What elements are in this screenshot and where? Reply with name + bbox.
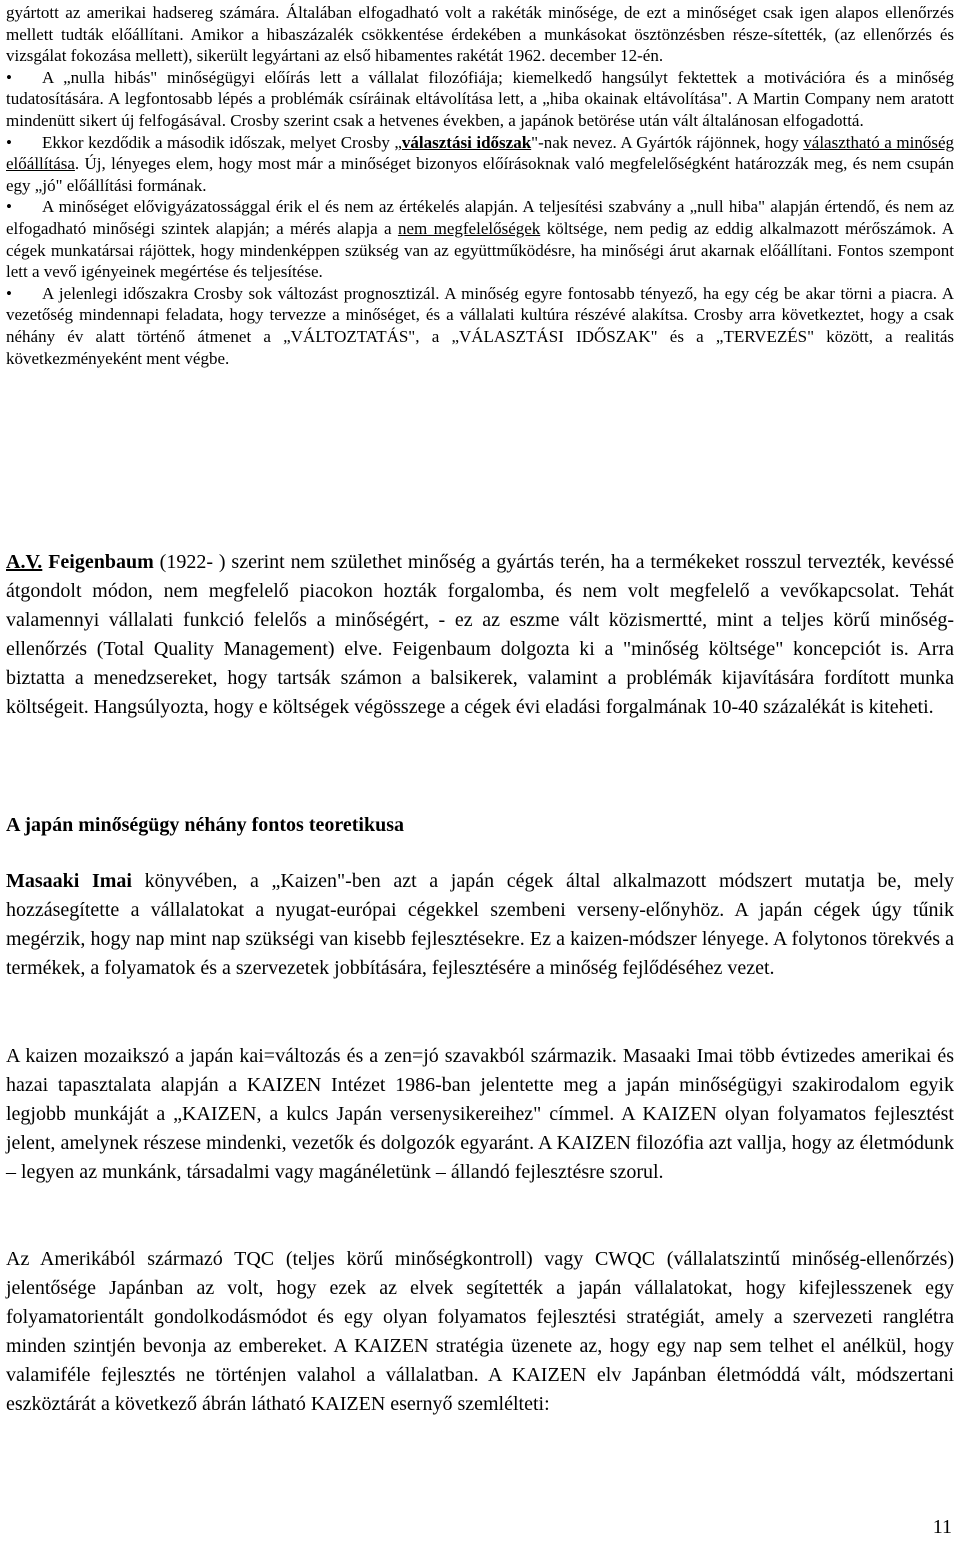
bullet-text: költsége, nem pedig az eddig alkalmazott mérőszámok. A cégek munkatársai rájöttek, hogy mindenképpen szükség van az együttműködésre, ha minőségi árut akarnak előállítani. Fontos szempont lett a vevő igényeinek megértése és teljesítése.: [6, 218, 954, 282]
imai-name: Masaaki Imai: [6, 870, 132, 892]
imai-text: könyvében, a „Kaizen"-ben azt a japán cégek által alkalmazott módszert mutatja be, mely hozzásegítette a vállalatokat a nyugat-európai cégekkel szembeni verseny-előnyhöz. A japán cégek úgy tűnik megérzik, hogy nap mint nap szükségi van kisebb fejlesztésekre. Ez a kaizen-módszer lényege. A folytonos törekvés a termékek, a folyamatok és a szervezetek jobbítására, fejlesztésére a minőség fejlődéséhez vezet.: [6, 870, 955, 979]
imai-paragraph: [6, 867, 954, 983]
section-heading: A japán minőségügy néhány fontos teoretikusa: [6, 814, 405, 836]
bullet-text: A jelenlegi időszakra Crosby sok változást prognosztizál. A minőség egyre fontosabb tényező, ha egy cég be akar törni a piacra. A vezetőség mindennapi feladata, hogy tervezze a minőséget, és a vállalati kultúra részévé alakítsa. Crosby arra következtet, hogy a csak néhány év alatt történő átmenet a „VÁLTOZTATÁS", a „VÁLASZTÁSI IDŐSZAK" és a „TERVEZÉS" között, a realitás következményeként ment végbe.: [6, 283, 954, 368]
emphasis-choice-quality: választható a minőség előállítása: [6, 132, 954, 174]
emphasis-choice-period: választási időszak: [401, 132, 532, 152]
page-number: 11: [932, 1516, 952, 1538]
feigenbaum-initials: A.V.: [6, 551, 43, 573]
bullet-text: A „nulla hibás" minőségügyi előírás lett a vállalat filozófiája; kiemelkedő hangsúlyt fektettek a motivációra és a minőség tudatosítására. A legfontosabb lépés a problémák csíráinak eltávolítása lett, a „hiba okainak eltávolítása". A Martin Company nem aratott mindenütt sikert új felfogásával. Crosby szerint csak a hetvenes években, a japánok betörése után vált általánosan elfogadottá.: [6, 67, 954, 130]
bullet-icon: •: [6, 132, 12, 152]
crosby-bullet-list: [6, 67, 954, 369]
feigenbaum-text: (1922- ) szerint nem születhet minőség a gyártás terén, ha a termékeket rosszul tervezték, kevéssé átgondolt módon, nem megfelelő piacokon hozták forgalomba, és nem volt megfelelő a vevőkapcsolat. Tehát valamennyi vállalati funkció felelős a minőségért, - ez az eszme vált közismertté, mint a teljes körű minőség-ellenőrzés (Total Quality Management) elve. Feigenbaum dolgozta ki a "minőség költsége" koncepciót is. Arra biztatta a menedzsereket, hogy tartsák számon a balsikerek, valamint a problémák kijavítására fordított munka költségeit. Hangsúlyozta, hogy e költségek végösszege a cégek évi eladási forgalmának 10-40 százalékát is kiteheti.: [6, 551, 954, 718]
feigenbaum-name: Feigenbaum: [42, 551, 154, 573]
bullet-text: Ekkor kezdődik a második időszak, melyet Crosby „: [42, 132, 402, 152]
feigenbaum-paragraph: [6, 548, 954, 722]
bullet-item-choice-period: [6, 132, 954, 197]
tqc-paragraph: [6, 1245, 954, 1419]
emphasis-nonconformance: nem megfelelőségek: [397, 218, 541, 238]
bullet-icon: •: [6, 197, 12, 217]
intro-text: gyártott az amerikai hadsereg számára. Általában elfogadható volt a rakéták minősége, de ezt a minőséget csak igen alapos ellenőrzés mellett tudták előállítani. Amikor a hibaszázalék csökkentése érdekében a munkásokat ösztönzésben része-sítették, (az ellenőrzés és vizsgálat fokozása mellett), sikerült legyártani az első hibamentes rakétát 1962. december 12-én.: [6, 3, 954, 66]
intro-paragraph: [6, 2, 954, 369]
bullet-icon: •: [6, 283, 12, 303]
bullet-text: . Új, lényeges elem, hogy most már a minőséget bizonyos előírásoknak való megfelelőségként határozzák meg, és nem csupán egy „jó" előállítási formának.: [6, 154, 954, 195]
kaizen-text: A kaizen mozaikszó a japán kai=változás és a zen=jó szavakból származik. Masaaki Imai több évtizedes amerikai és hazai tapasztalata alapján a KAIZEN Intézet 1986-ban jelentette meg a japán minőségügyi szakirodalom egyik legjobb munkáját a „KAIZEN, a kulcs Japán versenysikereihez" címmel. A KAIZEN olyan folyamatos fejlesztést jelent, amelynek részese mindenki, vezetők és dolgozók egyaránt. A KAIZEN filozófia azt vallja, hogy az életmódunk – legyen az munkánk, társadalmi vagy magánéletünk – állandó fejlesztésre szorul.: [6, 1045, 954, 1183]
bullet-icon: •: [6, 67, 12, 87]
bullet-text: A minőséget elővigyázatossággal érik el és nem az értékelés alapján. A teljesítési szabvány a „null hiba" alapján értendő, és nem az elfogadható minőségi szintek alapján; a mérés alapja a: [6, 197, 954, 238]
tqc-text: Az Amerikából származó TQC (teljes körű minőségkontroll) vagy CWQC (vállalatszintű minőség-ellenőrzés) jelentősége Japánban az volt, hogy ezek az elvek segítették a japán vállalatokat, hogy kifejlesszenek egy folyamatorientált gondolkodásmódot és egy olyan folyamatos fejlesztési stratégiát, amely a szervezeti ranglétra minden szintjén bevonja az embereket. A KAIZEN stratégia üzenete az, hogy egy nap sem telhet el anélkül, hogy valamiféle fejlesztés ne történjen valahol a vállalatban. A KAIZEN elv Japánban életmóddá vált, módszertani eszköztárát a következő ábrán látható KAIZEN esernyő szemlélteti:: [6, 1248, 954, 1415]
bullet-item-prevention: [6, 196, 954, 282]
kaizen-paragraph: [6, 1042, 954, 1187]
bullet-text: "-nak nevez. A Gyártók rájönnek, hogy: [531, 132, 804, 152]
bullet-item-current-period: [6, 283, 954, 369]
bullet-item-zero-defect: [6, 67, 954, 132]
